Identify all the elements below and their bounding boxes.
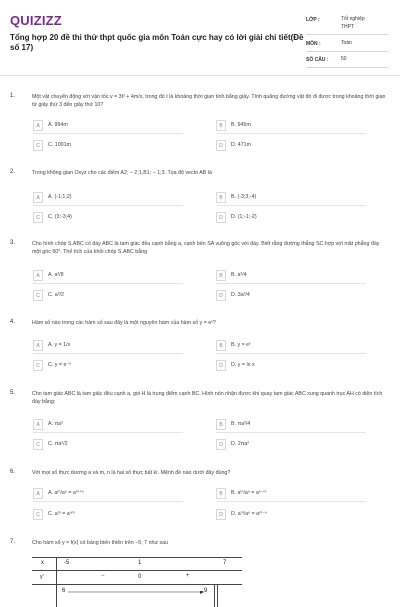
option-text: A. aᵐ/aⁿ = aᵐ⁺ⁿ: [48, 490, 84, 496]
option-letter-box: C: [33, 360, 43, 371]
option-text: B. (-3;3;-4): [231, 194, 257, 200]
option-letter-box: C: [33, 439, 43, 450]
option-text: D. y = ln x: [231, 362, 255, 368]
option-text: D. 471m: [231, 142, 252, 148]
option-divider: [216, 133, 366, 134]
option-text: C. aᵐ = aⁿᵐ: [48, 511, 75, 517]
question-7: [10, 539, 390, 553]
question-number: 7.: [10, 539, 16, 545]
option-divider: [33, 432, 183, 433]
option-text: C. a³/2: [48, 292, 64, 298]
option-text: A. πa²: [48, 421, 63, 427]
option-letter-box: C: [33, 290, 43, 301]
option-divider: [33, 283, 183, 284]
option-letter-box: D: [216, 290, 226, 301]
x-value: -5: [64, 560, 70, 566]
option-text: C. πa²/2: [48, 441, 68, 447]
question-number: 5.: [10, 390, 16, 396]
question-2: [10, 169, 390, 234]
option-text: A. 994m: [48, 122, 68, 128]
option-divider: [33, 205, 183, 206]
option-letter-box: A: [33, 488, 43, 499]
option-divider: [216, 353, 366, 354]
option-divider: [33, 501, 183, 502]
question-text: Với mọi số thực dương a và m, n là hai số thực bất kì. Mệnh đề nào dưới đây đúng?: [32, 470, 231, 476]
document-title: Tổng hợp 20 đề thi thử thpt quốc gia môn Toán cực hay có lời giải chi tiết(Đề số 17): [10, 33, 304, 52]
option-letter-box: A: [33, 270, 43, 281]
option-letter-box: C: [33, 140, 43, 151]
option-letter-box: A: [33, 340, 43, 351]
option-letter-box: C: [33, 212, 43, 223]
question-1: [10, 93, 390, 163]
option-text: D. aᵐ/aⁿ = aᵐ⁻ⁿ: [231, 511, 267, 517]
option-divider: [216, 432, 366, 433]
table-border: [32, 570, 242, 571]
option-letter-box: D: [216, 439, 226, 450]
question-number: 1.: [10, 93, 16, 99]
option-divider: [216, 501, 366, 502]
question-4: [10, 319, 390, 379]
option-text: D. (1;-1;-2): [231, 214, 257, 220]
class-label: LỚP :: [306, 17, 320, 23]
question-6: [10, 469, 390, 529]
option-text: A. y = 1/x: [48, 342, 71, 348]
class-value-line1: Tốt nghiệp: [341, 16, 365, 22]
option-letter-box: C: [33, 509, 43, 520]
option-letter-box: D: [216, 509, 226, 520]
option-text: B. y = eˣ: [231, 342, 251, 348]
option-divider: [33, 353, 183, 354]
table-border: [32, 557, 242, 558]
y-value: 9: [204, 588, 208, 594]
option-text: A. a³/8: [48, 272, 64, 278]
table-border: [32, 584, 242, 585]
option-letter-box: A: [33, 192, 43, 203]
option-letter-box: D: [216, 140, 226, 151]
option-letter-box: B: [216, 270, 226, 281]
y-value: 6: [62, 588, 66, 594]
variation-arrow: [66, 591, 206, 607]
question-text: Trong không gian Oxyz cho các điểm A2; − 2;1,B1; − 1;3. Tọa độ vecto AB là: [32, 170, 212, 176]
x-value: 7: [223, 560, 227, 566]
option-text: A. (-1;1;2): [48, 194, 72, 200]
option-letter-box: B: [216, 488, 226, 499]
questions-count-label: SỐ CÂU :: [306, 57, 329, 63]
subject-label: MÔN :: [306, 41, 321, 47]
table-border: [217, 584, 218, 607]
quizizz-logo: QUIZIZZ: [10, 13, 62, 28]
option-text: C. (3;-3;4): [48, 214, 72, 220]
question-number: 4.: [10, 319, 16, 325]
option-text: D. 3a³/4: [231, 292, 250, 298]
option-divider: [216, 205, 366, 206]
question-3: [10, 240, 390, 312]
option-letter-box: B: [216, 120, 226, 131]
option-divider: [216, 283, 366, 284]
question-text: Hàm số nào trong các hàm số sau đây là một nguyên hàm của hàm số y = eˣ?: [32, 320, 216, 326]
question-number: 3.: [10, 240, 16, 246]
question-text: Cho hàm số y = f(x) có bảng biến thiên trên −5; 7 như sau: [32, 540, 169, 546]
option-letter-box: A: [33, 419, 43, 430]
subject-value: Toán: [341, 40, 352, 46]
table-border: [214, 584, 215, 607]
yprime-sign: +: [186, 573, 190, 579]
meta-divider: [306, 34, 388, 35]
header-divider: [0, 75, 400, 76]
option-text: D. 2πa²: [231, 441, 250, 447]
question-text: Cho hình chóp S.ABC có đáy ABC là tam giác đều cạnh bằng a, cạnh bên SA vuông góc với đáy. Biết rằng đường thẳng SC hợp với mặt phẳng đáy một góc 60°. Thể tích của khối chóp S.ABC bằng: [32, 241, 380, 255]
option-letter-box: B: [216, 192, 226, 203]
question-text: Một vật chuyển động với vận tốc v = 3t² + 4m/s, trong đó t là khoảng thời gian tính bằng giây. Tính quãng đường vật đó đi được trong khoảng thời gian từ giây thứ 3 đến giây thứ 10?: [32, 94, 386, 108]
x-label: x: [41, 560, 44, 566]
question-number: 2.: [10, 169, 16, 175]
class-value-line2: THPT: [341, 24, 355, 30]
option-letter-box: D: [216, 212, 226, 223]
meta-divider: [306, 51, 388, 52]
option-letter-box: B: [216, 419, 226, 430]
question-5: [10, 390, 390, 460]
option-text: C. y = e⁻ˣ: [48, 362, 71, 368]
question-number: 6.: [10, 469, 16, 475]
x-value: 1: [138, 560, 142, 566]
option-text: B. aᵐ/aⁿ = aⁿ⁻ᵐ: [231, 490, 267, 496]
yprime-label: y': [40, 574, 44, 580]
option-divider: [33, 133, 183, 134]
option-letter-box: A: [33, 120, 43, 131]
option-text: B. 945m: [231, 122, 251, 128]
option-text: B. πa²/4: [231, 421, 251, 427]
option-text: B. a³/4: [231, 272, 247, 278]
yprime-zero: 0: [138, 574, 142, 580]
option-letter-box: D: [216, 360, 226, 371]
questions-count-value: 50: [341, 56, 347, 62]
question-text: Cho tam giác ABC là tam giác đều cạnh a, gọi H là trung điểm cạnh BC. Hình nón nhận được khi quay tam giác ABC xung quanh trục AH có diện tích đáy bằng:: [32, 391, 383, 405]
yprime-sign: −: [101, 573, 105, 579]
option-text: C. 1001m: [48, 142, 71, 148]
option-letter-box: B: [216, 340, 226, 351]
meta-divider: [306, 67, 388, 68]
